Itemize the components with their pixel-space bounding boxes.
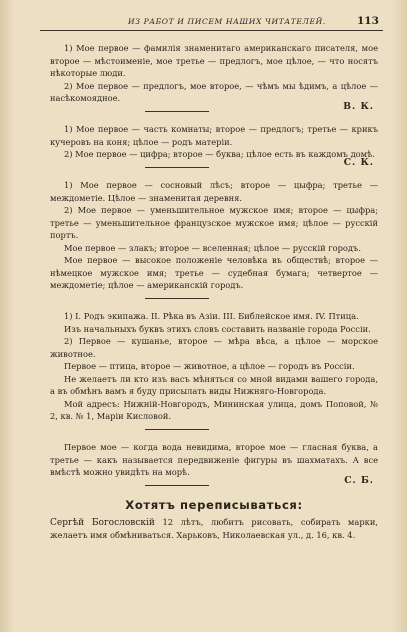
puzzle-1-line-2: 2) Мое первое — предлогъ, мое второе, — чѣмъ мы ѣдимъ, а цѣлое — насѣкомоядное. [50,80,378,103]
puzzle-3-line-4: Мое первое — высокое положеніе человѣка въ обществѣ; второе — нѣмецкое мужское имя; третье — судебная бумага; четвертое — междометіе; цѣлое — американскій городъ. [50,255,378,290]
puzzle-5-line-1: Первое мое — когда вода невидима, второе мое — гласная буква, а третье — какъ называется передвиженіе фигуры въ шахматахъ. А все вмѣстѣ можно увидѣть на морѣ. [50,442,378,477]
puzzle-4-line-2: Изъ начальныхъ буквъ этихъ словъ составить названіе города Россіи. [64,323,371,334]
correspondent-text: 12 лѣтъ, любитъ рисовать, собирать марки, желаетъ имя обмѣниваться. Харьковъ, Николаевская ул., д. 16, кв. 4. [50,516,378,540]
puzzle-3-line-1: 1) Мое первое — сосновый лѣсъ; второе — цыфра; третье — междометіе. Цѣлое — знаменитая деревня. [50,180,378,203]
puzzle-4-line-1: 1) I. Родъ экипажа. II. Рѣка въ Азіи. III. Библейское имя. IV. Птица. [64,311,359,321]
header-rule [40,30,383,31]
separator-rule [145,111,209,112]
puzzle-3-footer [50,292,378,305]
puzzle-1-line-1: 1) Мое первое — фамилія знаменитаго американскаго писателя, мое второе — мѣстоименіе, мое третье — предлогъ, мое цѣлое, — что носятъ нѣкоторые люди. [50,43,378,78]
signature: В. К. [343,100,374,112]
correspondent-name: Сергѣй Богословскій [50,517,155,528]
puzzle-2-line-1: 1) Мое первое — часть комнаты; второе — предлогъ; третье — крикъ кучеровъ на коня; цѣлое — родъ матеріи. [50,124,378,147]
puzzle-3-line-3: Мое первое — злакъ; второе — вселенная; цѣлое — русскій городъ. [64,242,361,253]
puzzle-3-line-2: 2) Мое первое — уменьшительное мужское имя; второе — цыфра; третье — уменьшительное французское мужское имя; цѣлое — русскій портъ. [50,205,378,240]
section-title: Хотятъ переписываться: [125,498,303,512]
page-number: 113 [357,15,379,27]
correspondence-entry [50,516,378,542]
puzzle-4-line-6: Мой адресъ: Нижній-Новгородъ, Мининская улица, домъ Поповой, № 2, кв. № 1, Маріи Кисловой. [50,398,378,421]
puzzle-2-line-2: 2) Мое первое — цифра; второе — буква; цѣлое есть въ каждомъ домѣ. [64,149,375,159]
puzzle-4-line-3: 2) Первое — кушанье, второе — мѣра вѣса, а цѣлое — морское животное. [50,336,378,359]
main-content [50,42,378,542]
puzzle-5-footer [50,474,378,492]
puzzle-4-footer [50,423,378,436]
signature: С. К. [343,156,374,168]
separator-rule [145,485,209,486]
running-header [0,17,407,31]
running-header-title: ИЗ РАБОТ И ПИСЕМ НАШИХ ЧИТАТЕЛЕЙ. [128,17,326,26]
separator-rule [145,429,209,430]
separator-rule [145,298,209,299]
signature: С. Б. [344,474,374,486]
puzzle-4-line-4: Первое — птица, второе — животное, а цѣлое — городъ въ Россіи. [64,361,355,371]
separator-rule [145,167,209,168]
puzzle-2-footer [50,156,378,174]
puzzle-4-line-5: Не желаетъ ли кто изъ васъ мѣняться со мной видами вашего города, а въ обмѣнъ вамъ я буду присылать виды Нижняго-Новгорода. [50,373,378,396]
puzzle-1-footer [50,100,378,118]
